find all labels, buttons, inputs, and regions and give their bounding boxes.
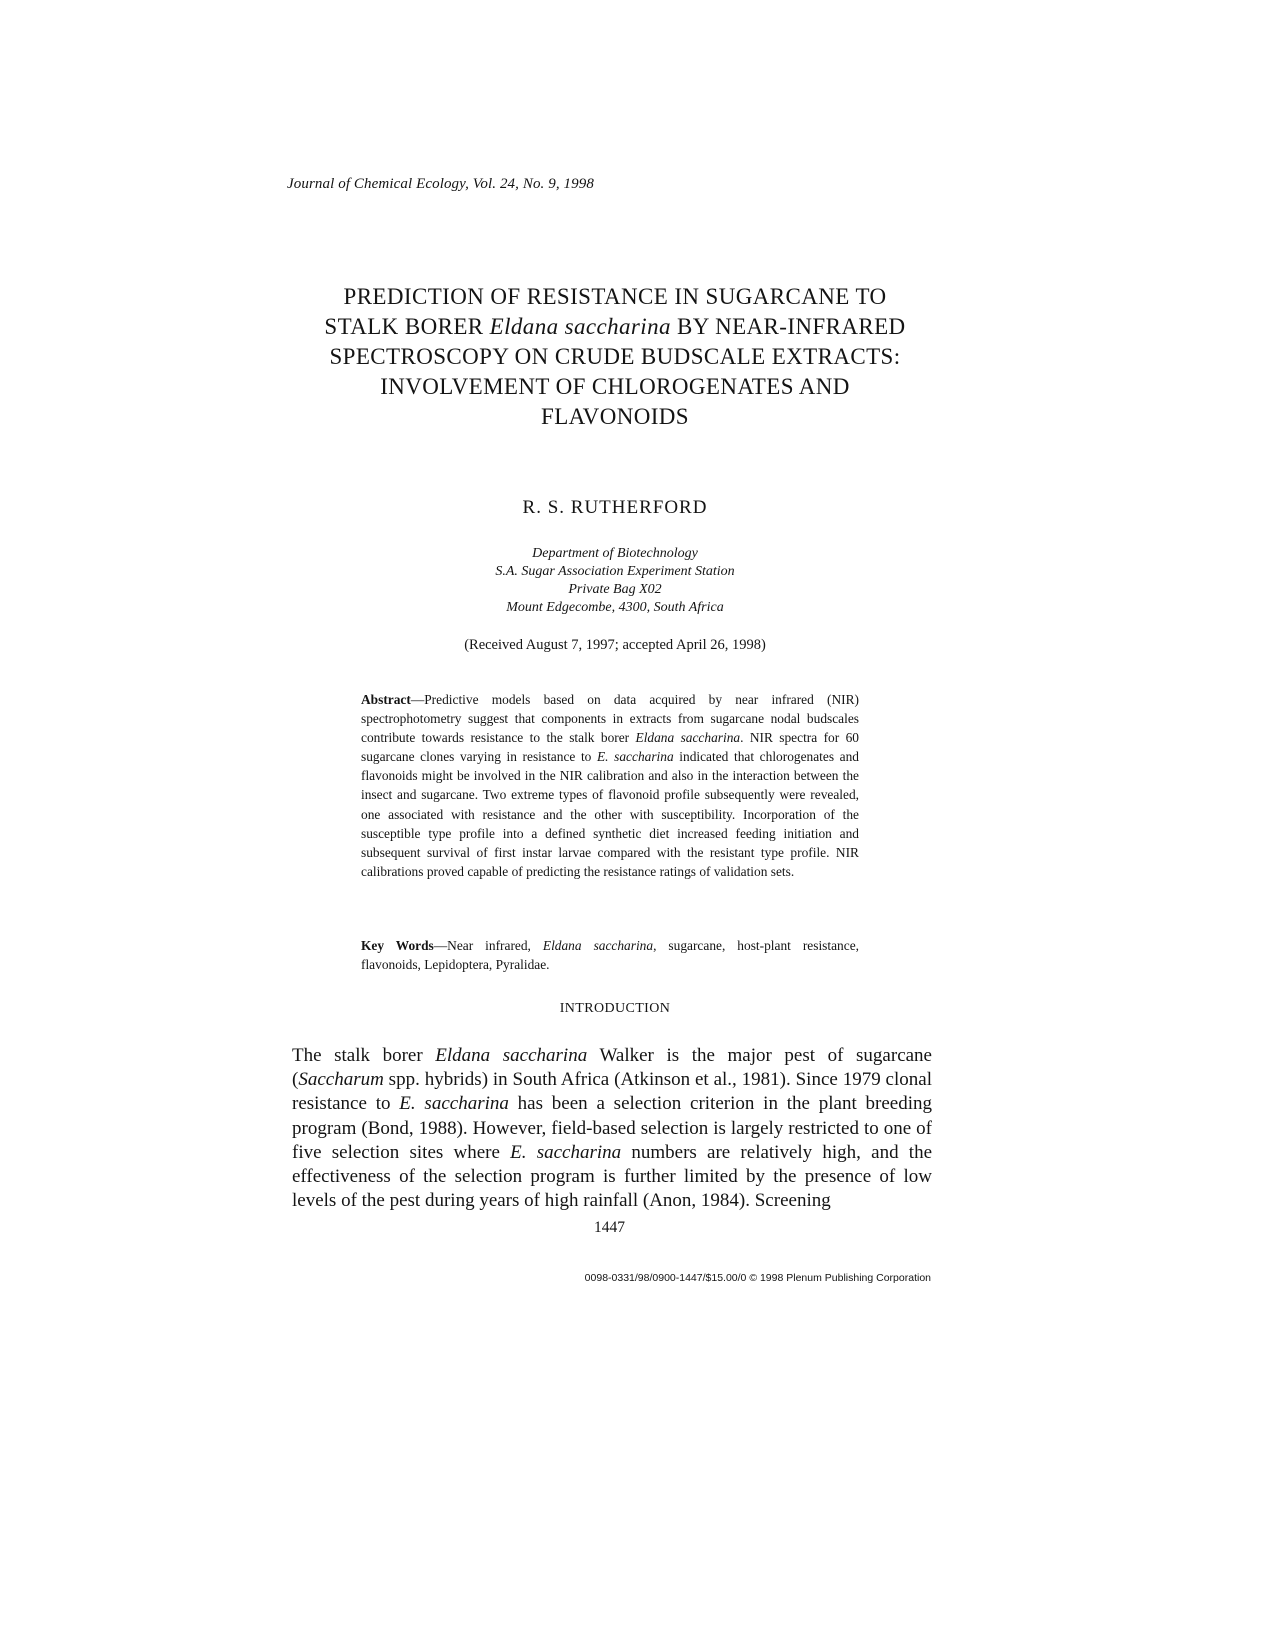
received-dates: (Received August 7, 1997; accepted April 26, 1998) [464, 637, 766, 653]
affiliation-line: Department of Biotechnology [532, 546, 698, 561]
title-line-5: FLAVONOIDS [541, 404, 689, 429]
copyright-line: 0098-0331/98/0900-1447/$15.00/0 © 1998 Plenum Publishing Corporation [584, 1272, 931, 1284]
affiliation [250, 545, 980, 617]
title-species-name: Eldana saccharina [489, 314, 671, 339]
paper-title [250, 282, 980, 432]
title-line-4: INVOLVEMENT OF CHLOROGENATES AND [380, 374, 850, 399]
affiliation-line: Private Bag X02 [568, 582, 662, 597]
abstract: Abstract—Predictive models based on data acquired by near infrared (NIR) spectrophotometry suggest that components in extracts from sugarcane nodal budscales contribute towards resistance to the stalk borer Eldana saccharina. NIR spectra for 60 sugarcane clones varying in resistance to E. saccharina indicated that chlorogenates and flavonoids might be involved in the NIR calibration and also in the interaction between the insect and sugarcane. Two extreme types of flavonoid profile subsequently were revealed, one associated with resistance and the other with susceptibility. Incorporation of the susceptible type profile into a defined synthetic diet increased feeding initiation and subsequent survival of first instar larvae compared with the resistant type profile. NIR calibrations proved capable of predicting the resistance ratings of validation sets. [361, 692, 859, 879]
author-name: R. S. RUTHERFORD [522, 497, 708, 518]
title-line-3: SPECTROSCOPY ON CRUDE BUDSCALE EXTRACTS: [329, 344, 901, 369]
affiliation-line: S.A. Sugar Association Experiment Station [495, 564, 735, 579]
section-heading-introduction: INTRODUCTION [559, 1001, 671, 1016]
journal-header: Journal of Chemical Ecology, Vol. 24, No. 9, 1998 [287, 176, 594, 192]
key-words-label: Key Words [361, 938, 434, 953]
introduction-paragraph: The stalk borer Eldana saccharina Walker is the major pest of sugarcane (Saccharum spp. hybrids) in South Africa (Atkinson et al., 1981). Since 1979 clonal resistance to E. saccharina has been a selection criterion in the plant breeding program (Bond, 1988). However, field-based selection is largely restricted to one of five selection sites where E. saccharina numbers are relatively high, and the effectiveness of the selection program is further limited by the presence of low levels of the pest during years of high rainfall (Anon, 1984). Screening [292, 1045, 933, 1212]
title-line-2: STALK BORER Eldana saccharina BY NEAR-INFRARED [324, 314, 906, 339]
page-number: 1447 [594, 1219, 625, 1236]
title-line-1: PREDICTION OF RESISTANCE IN SUGARCANE TO [343, 284, 887, 309]
abstract-label: Abstract [361, 692, 411, 707]
key-words: Key Words—Near infrared, Eldana saccharina, sugarcane, host-plant resistance, flavonoids, Lepidoptera, Pyralidae. [361, 938, 859, 973]
affiliation-line: Mount Edgecombe, 4300, South Africa [506, 600, 724, 615]
